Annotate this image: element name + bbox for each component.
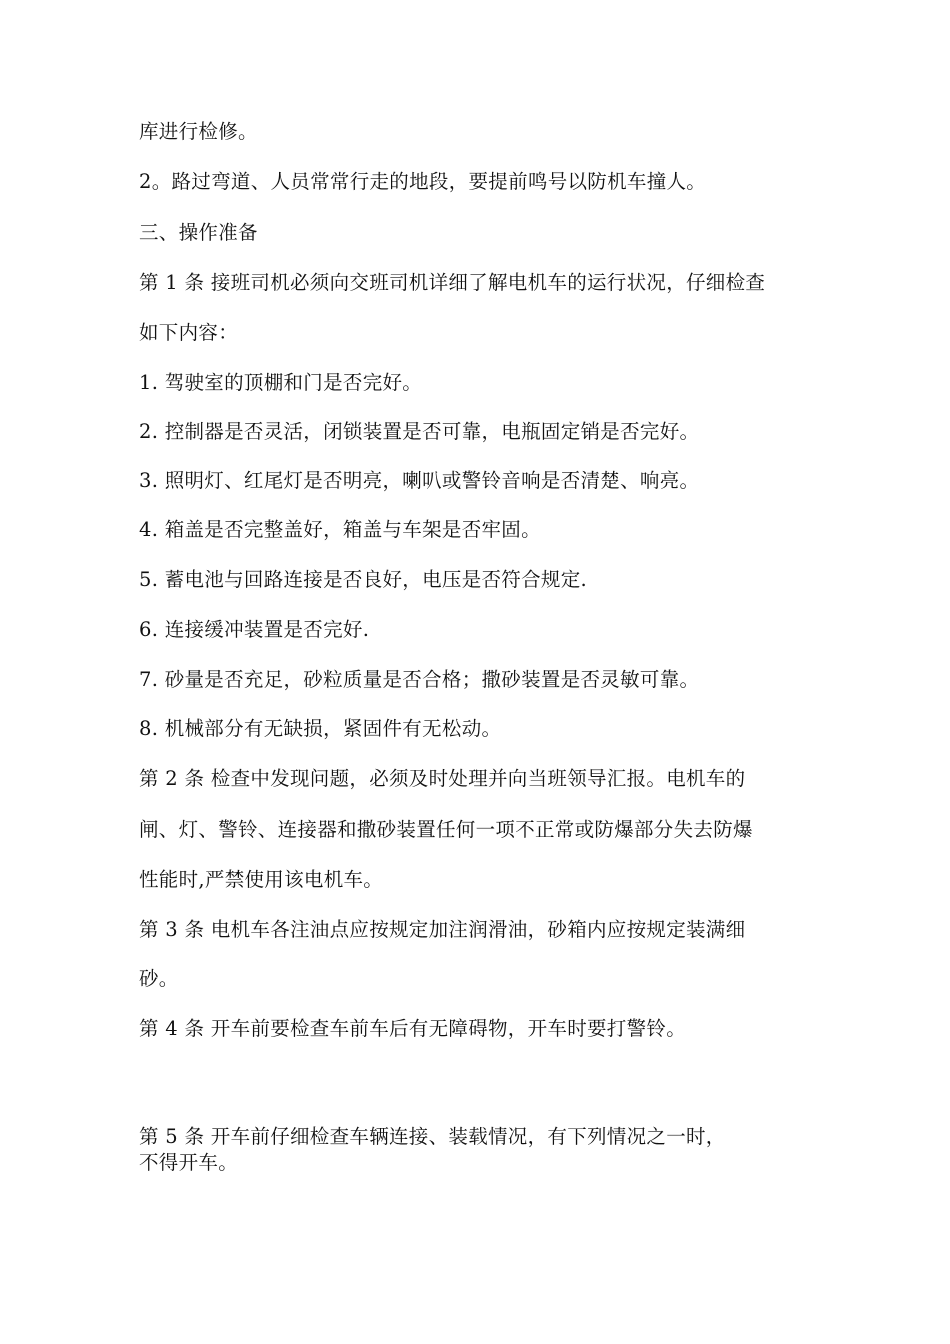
list-item: 8. 机械部分有无缺损，紧固件有无松动。 [139,717,502,740]
text-line: 如下内容： [139,321,239,344]
text-line: 第 1 条 接班司机必须向交班司机详细了解电机车的运行状况，仔细检查 [139,271,766,294]
text-line: 第 4 条 开车前要检查车前车后有无障碍物，开车时要打警铃。 [139,1017,687,1040]
text-line: 砂。 [139,967,179,990]
text-line: 性能时,严禁使用该电机车。 [139,868,384,891]
text-line: 2。路过弯道、人员常常行走的地段，要提前鸣号以防机车撞人。 [139,170,707,193]
list-item: 3. 照明灯、红尾灯是否明亮，喇叭或警铃音响是否清楚、响亮。 [139,469,700,492]
list-item: 5. 蓄电池与回路连接是否良好，电压是否符合规定. [139,568,588,591]
section-heading: 三、操作准备 [139,221,258,244]
list-item: 7. 砂量是否充足，砂粒质量是否合格；撒砂装置是否灵敏可靠。 [139,668,700,691]
list-item: 1. 驾驶室的顶棚和门是否完好。 [139,371,423,394]
list-item: 6. 连接缓冲装置是否完好. [139,618,370,641]
list-item: 2. 控制器是否灵活，闭锁装置是否可靠，电瓶固定销是否完好。 [139,420,700,443]
text-line: 第 3 条 电机车各注油点应按规定加注润滑油，砂箱内应按规定装满细 [139,918,746,941]
text-line: 不得开车。 [139,1151,239,1174]
text-line: 第 2 条 检查中发现问题，必须及时处理并向当班领导汇报。电机车的 [139,767,746,790]
text-line: 闸、灯、警铃、连接器和撒砂装置任何一项不正常或防爆部分失去防爆 [139,818,753,841]
text-line: 库进行检修。 [139,120,258,143]
list-item: 4. 箱盖是否完整盖好，箱盖与车架是否牢固。 [139,518,541,541]
text-line: 第 5 条 开车前仔细检查车辆连接、装载情况，有下列情况之一时， [139,1125,726,1148]
